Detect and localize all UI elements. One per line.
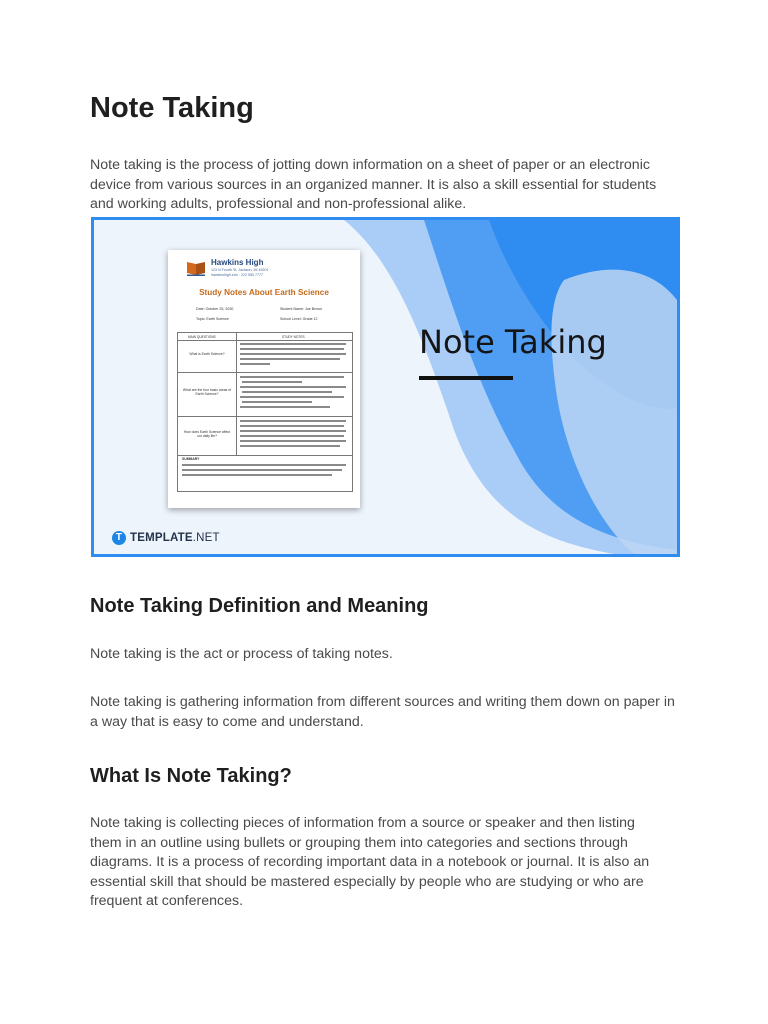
intro-paragraph: Note taking is the process of jotting down information on a sheet of paper or an electronic device from various sources in an organized manner. It is also a skill essential for students and working adults, professional and non-professional alike.	[90, 157, 657, 212]
doc-col-questions: MAIN QUESTIONS	[188, 334, 216, 339]
doc-address: 123 N Fourth St, Jackson, MI 49201 · hawkinshigh.edu · 222 555 7777	[211, 268, 271, 277]
study-notes-document	[168, 250, 360, 508]
doc-table-row	[178, 372, 352, 417]
page-title: Note Taking	[90, 92, 254, 124]
doc-table-row	[178, 416, 352, 456]
doc-school-name: Hawkins High	[211, 258, 264, 267]
doc-grade: School Level: Grade 12	[280, 317, 318, 321]
doc-question: What is Earth Science?	[189, 352, 225, 356]
definition-paragraph-1: Note taking is the act or process of taking notes.	[90, 646, 393, 662]
template-net-logo	[112, 531, 220, 545]
doc-question: What are the four basic areas of Earth Science?	[182, 388, 232, 396]
hero-title: Note Taking	[419, 323, 607, 361]
doc-summary-label: SUMMARY	[182, 457, 200, 461]
template-logo-icon: T	[112, 531, 126, 545]
study-notes-table	[177, 332, 353, 492]
hero-title-underline	[419, 376, 513, 380]
brand-suffix: .NET	[192, 532, 220, 544]
doc-topic: Topic: Earth Science	[196, 317, 229, 321]
brand-prefix: TEMPLATE	[130, 532, 193, 544]
hero-image	[91, 217, 680, 557]
section-heading-definition: Note Taking Definition and Meaning	[90, 595, 429, 617]
doc-student: Student Name: Joe Brown	[280, 307, 322, 311]
book-logo-icon	[186, 259, 206, 277]
section-heading-what-is: What Is Note Taking?	[90, 765, 292, 787]
what-is-paragraph: Note taking is collecting pieces of information from a source or speaker and then listing them in an outline using bullets or grouping them into categories and sections through diagrams. It is a process of recording important data in a notebook or journal. It is also an essential skill that should be mastered especially by people who are studying or who are frequent at conferences.	[90, 815, 650, 909]
doc-date: Date: October 25, 2030	[196, 307, 234, 311]
doc-col-notes: STUDY NOTES	[282, 334, 305, 339]
doc-question: How does Earth Science affect our daily life?	[183, 430, 231, 438]
doc-table-row	[178, 340, 352, 373]
definition-paragraph-2: Note taking is gathering information from different sources and writing them down on paper in a way that is easy to come and understand.	[90, 694, 675, 730]
doc-heading: Study Notes About Earth Science	[199, 288, 329, 297]
